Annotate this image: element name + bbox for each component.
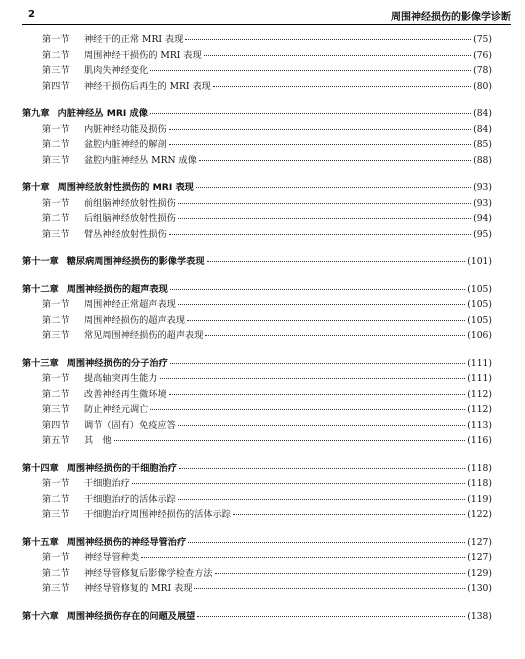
page-number: 2 [28, 9, 35, 20]
section-number: 第一节 [42, 478, 70, 489]
dot-leader [170, 363, 465, 364]
section-title: 周围神经干损伤的 MRI 表现 [84, 49, 202, 61]
dot-leader [150, 113, 471, 114]
dot-leader [169, 144, 471, 145]
dot-leader [233, 514, 465, 515]
dot-leader [194, 588, 465, 589]
dot-leader [178, 499, 465, 500]
page-reference: (105) [467, 299, 492, 310]
section-number: 第二节 [42, 139, 70, 150]
toc-section-row [22, 137, 492, 153]
section-title: 神经干的正常 MRI 表现 [84, 34, 184, 45]
dot-leader [141, 557, 465, 558]
dot-leader [169, 234, 471, 235]
toc-section-row [22, 48, 492, 64]
page-reference: (93) [473, 182, 492, 193]
section-number: 第三节 [42, 583, 70, 594]
section-title: 前组脑神经放射性损伤 [84, 197, 176, 209]
toc-section-row [22, 297, 492, 313]
dot-leader [205, 335, 465, 336]
page-reference: (78) [473, 65, 492, 76]
toc-section-row [22, 371, 492, 387]
dot-leader [170, 289, 465, 290]
section-title: 神经导管种类 [84, 552, 140, 563]
section-number: 第二节 [42, 49, 70, 61]
chapter-title: 周围神经损伤的神经导管治疗 [66, 536, 187, 548]
dot-leader [188, 542, 465, 543]
toc-chapter-row [22, 461, 492, 477]
dot-leader [169, 394, 466, 395]
section-number: 第一节 [42, 373, 70, 384]
dot-leader [196, 187, 471, 188]
section-title: 肌肉失神经变化 [84, 65, 149, 76]
page-reference: (129) [467, 567, 492, 579]
chapter-number: 第十五章 [22, 536, 59, 548]
dot-leader [199, 160, 471, 161]
section-title: 后组脑神经放射性损伤 [84, 213, 176, 224]
chapter-title: 周围神经损伤的超声表现 [66, 283, 168, 295]
page-reference: (93) [473, 197, 492, 209]
toc-section-row [22, 433, 492, 449]
section-number: 第一节 [42, 123, 70, 135]
toc-section-row [22, 227, 492, 243]
toc-chapter-row [22, 282, 492, 298]
toc-chapter-row [22, 356, 492, 372]
section-number: 第三节 [42, 65, 70, 76]
section-title: 周围神经正常超声表现 [84, 299, 176, 310]
page-reference: (116) [467, 435, 492, 446]
page-reference: (88) [473, 154, 492, 166]
dot-leader [150, 70, 471, 71]
toc-section-row [22, 328, 492, 344]
section-title: 周围神经损伤的超声表现 [84, 314, 186, 326]
page-reference: (111) [467, 373, 492, 384]
toc-section-row [22, 63, 492, 79]
dot-leader [207, 261, 466, 262]
section-title: 臂丛神经放射性损伤 [84, 228, 167, 240]
dot-leader [185, 39, 471, 40]
page-reference: (105) [467, 283, 492, 295]
chapter-title: 内脏神经丛 MRI 成像 [57, 108, 148, 119]
toc-section-row [22, 418, 492, 434]
dot-leader [178, 304, 465, 305]
toc-chapter-row [22, 609, 492, 625]
chapter-number: 第九章 [22, 108, 50, 119]
page-header [0, 0, 525, 26]
toc-section-row [22, 196, 492, 212]
section-number: 第二节 [42, 493, 70, 505]
section-number: 第二节 [42, 213, 70, 224]
section-title: 神经干损伤后再生的 MRI 表现 [84, 80, 211, 92]
page-reference: (122) [467, 509, 492, 520]
toc-chapter-row [22, 254, 492, 270]
dot-leader [215, 573, 466, 574]
section-number: 第一节 [42, 34, 70, 45]
page-reference: (112) [467, 404, 492, 415]
section-number: 第三节 [42, 154, 70, 166]
dot-leader [114, 440, 466, 441]
chapter-title: 周围神经损伤的分子治疗 [66, 357, 168, 369]
page-reference: (101) [467, 256, 492, 267]
dot-leader [178, 203, 471, 204]
page-reference: (84) [473, 123, 492, 135]
page-reference: (80) [473, 80, 492, 92]
dot-leader [169, 129, 471, 130]
page-reference: (95) [473, 228, 492, 240]
section-number: 第四节 [42, 419, 70, 431]
section-number: 第一节 [42, 552, 70, 563]
page-reference: (118) [467, 478, 492, 489]
dot-leader [150, 409, 465, 410]
section-title: 内脏神经功能及损伤 [84, 123, 167, 135]
dot-leader [187, 320, 465, 321]
page-reference: (105) [467, 314, 492, 326]
page-reference: (84) [473, 108, 492, 119]
chapter-title: 周围神经放射性损伤的 MRI 表现 [57, 182, 194, 193]
toc-chapter-row [22, 535, 492, 551]
table-of-contents [22, 32, 492, 624]
chapter-number: 第十三章 [22, 357, 59, 369]
section-title: 盆腔内脏神经丛 MRN 成像 [84, 154, 197, 166]
section-title: 改善神经再生微环境 [84, 388, 167, 400]
dot-leader [213, 86, 471, 87]
section-title: 神经导管修复后影像学检查方法 [84, 567, 213, 579]
section-number: 第四节 [42, 80, 70, 92]
dot-leader [178, 425, 465, 426]
page-reference: (113) [467, 419, 492, 431]
toc-section-row [22, 79, 492, 95]
page-reference: (130) [467, 583, 492, 594]
dot-leader [132, 483, 465, 484]
section-title: 神经导管修复的 MRI 表现 [84, 583, 193, 594]
page-reference: (85) [473, 139, 492, 150]
page-reference: (127) [467, 536, 492, 548]
chapter-number: 第十四章 [22, 462, 59, 474]
toc-section-row [22, 313, 492, 329]
section-number: 第三节 [42, 509, 70, 520]
dot-leader [197, 616, 465, 617]
section-number: 第二节 [42, 388, 70, 400]
toc-chapter-row [22, 180, 492, 196]
section-number: 第一节 [42, 197, 70, 209]
toc-section-row [22, 32, 492, 48]
toc-section-row [22, 211, 492, 227]
section-title: 常见周围神经损伤的超声表现 [84, 330, 204, 341]
section-title: 其 他 [84, 435, 112, 446]
page-reference: (94) [473, 213, 492, 224]
dot-leader [204, 55, 471, 56]
toc-section-row [22, 507, 492, 523]
section-number: 第二节 [42, 314, 70, 326]
chapter-number: 第十章 [22, 182, 50, 193]
section-title: 干细胞治疗周围神经损伤的活体示踪 [84, 509, 231, 520]
section-number: 第三节 [42, 330, 70, 341]
toc-section-row [22, 550, 492, 566]
section-title: 调节（固有）免疫应答 [84, 419, 176, 431]
page-reference: (127) [467, 552, 492, 563]
header-rule [22, 24, 511, 25]
page-reference: (119) [467, 493, 492, 505]
chapter-number: 第十一章 [22, 256, 59, 267]
section-number: 第三节 [42, 404, 70, 415]
section-title: 盆腔内脏神经的解剖 [84, 139, 167, 150]
page-reference: (112) [467, 388, 492, 400]
section-number: 第五节 [42, 435, 70, 446]
running-title: 周围神经损伤的影像学诊断 [391, 12, 511, 23]
page-reference: (138) [467, 610, 492, 622]
dot-leader [179, 468, 465, 469]
toc-section-row [22, 153, 492, 169]
page-reference: (75) [473, 34, 492, 45]
section-title: 干细胞治疗 [84, 478, 130, 489]
toc-section-row [22, 581, 492, 597]
page-reference: (76) [473, 49, 492, 61]
chapter-title: 周围神经损伤的干细胞治疗 [66, 462, 177, 474]
toc-chapter-row [22, 106, 492, 122]
toc-section-row [22, 122, 492, 138]
section-title: 干细胞治疗的活体示踪 [84, 493, 176, 505]
section-title: 提高轴突再生能力 [84, 373, 158, 384]
toc-section-row [22, 492, 492, 508]
toc-section-row [22, 387, 492, 403]
section-title: 防止神经元凋亡 [84, 404, 149, 415]
section-number: 第三节 [42, 228, 70, 240]
chapter-number: 第十二章 [22, 283, 59, 295]
chapter-number: 第十六章 [22, 610, 59, 622]
chapter-title: 糖尿病周围神经损伤的影像学表现 [66, 256, 205, 267]
dot-leader [160, 378, 466, 379]
toc-section-row [22, 566, 492, 582]
toc-section-row [22, 476, 492, 492]
page-reference: (106) [467, 330, 492, 341]
toc-section-row [22, 402, 492, 418]
section-number: 第一节 [42, 299, 70, 310]
chapter-title: 周围神经损伤存在的问题及展望 [66, 610, 196, 622]
section-number: 第二节 [42, 567, 70, 579]
dot-leader [178, 218, 471, 219]
page-reference: (111) [467, 357, 492, 369]
page-reference: (118) [467, 462, 492, 474]
